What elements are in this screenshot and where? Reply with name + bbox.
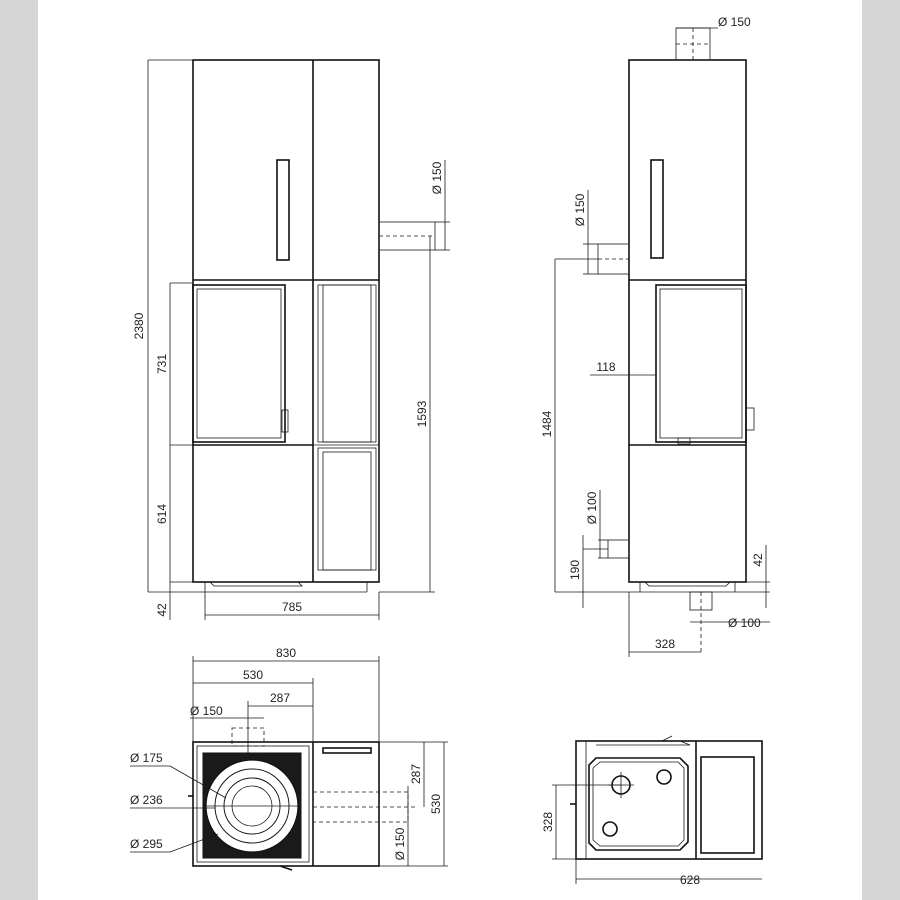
dim-side-42-label: 42 xyxy=(751,553,765,567)
dim-785-label: 785 xyxy=(281,600,303,614)
side-bottom-air-label: Ø 100 xyxy=(728,616,761,630)
plan-firebox xyxy=(589,758,688,850)
front-fire-glass xyxy=(197,289,281,438)
dim-flue-dia-label: Ø 150 xyxy=(430,161,444,195)
front-side-panel-lower-inner xyxy=(323,452,371,570)
top-view xyxy=(130,646,448,870)
side-grate xyxy=(678,438,690,444)
dim-42-label: 42 xyxy=(155,603,169,617)
front-door-handle xyxy=(277,160,289,260)
dim-530-label: 530 xyxy=(242,668,264,682)
dim-side-flue-label: Ø 150 xyxy=(393,827,407,861)
side-knob xyxy=(746,408,754,430)
side-handle xyxy=(651,160,663,258)
side-air-rear-label: Ø 100 xyxy=(585,491,599,525)
front-view xyxy=(132,60,450,620)
front-side-panel-lower xyxy=(318,448,376,570)
dim-depth-287-label: 287 xyxy=(409,763,423,785)
side-fire-window xyxy=(656,285,746,442)
dim-731-label: 731 xyxy=(155,353,169,375)
label-175: Ø 175 xyxy=(130,751,163,765)
side-fire-glass xyxy=(660,289,742,438)
dim-1593-label: 1593 xyxy=(415,400,429,428)
side-top-flue-label: Ø 150 xyxy=(718,15,751,29)
dim-118-label: 118 xyxy=(596,360,616,374)
front-side-panel-inner xyxy=(323,285,371,442)
dim-depth-530-label: 530 xyxy=(429,793,443,815)
dim-287-label: 287 xyxy=(269,691,291,705)
dim-830-label: 830 xyxy=(275,646,297,660)
front-fire-window xyxy=(193,285,285,442)
side-view xyxy=(540,15,770,657)
plan-view xyxy=(541,736,762,887)
side-rear-flue-label: Ø 150 xyxy=(573,193,587,227)
dim-plan-328-label: 328 xyxy=(541,811,555,833)
dim-top-flue-label: Ø 150 xyxy=(190,704,223,718)
dim-2380-label: 2380 xyxy=(132,312,146,340)
dim-plan-628-label: 628 xyxy=(679,873,701,887)
plan-left-strip xyxy=(576,741,586,859)
dim-190-label: 190 xyxy=(568,559,582,581)
dim-328-label: 328 xyxy=(654,637,676,651)
front-side-panel-upper xyxy=(318,285,376,442)
front-body-outline xyxy=(193,60,379,582)
dim-614-label: 614 xyxy=(155,503,169,525)
side-body-outline xyxy=(629,60,746,582)
label-295: Ø 295 xyxy=(130,837,163,851)
plan-ash-opening xyxy=(603,822,617,836)
label-236: Ø 236 xyxy=(130,793,163,807)
plan-side-panel xyxy=(701,757,754,853)
side-air-inlet xyxy=(608,540,629,558)
plan-air-opening xyxy=(657,770,671,784)
dim-1484-label: 1484 xyxy=(540,410,554,438)
top-side-handle xyxy=(323,748,371,753)
